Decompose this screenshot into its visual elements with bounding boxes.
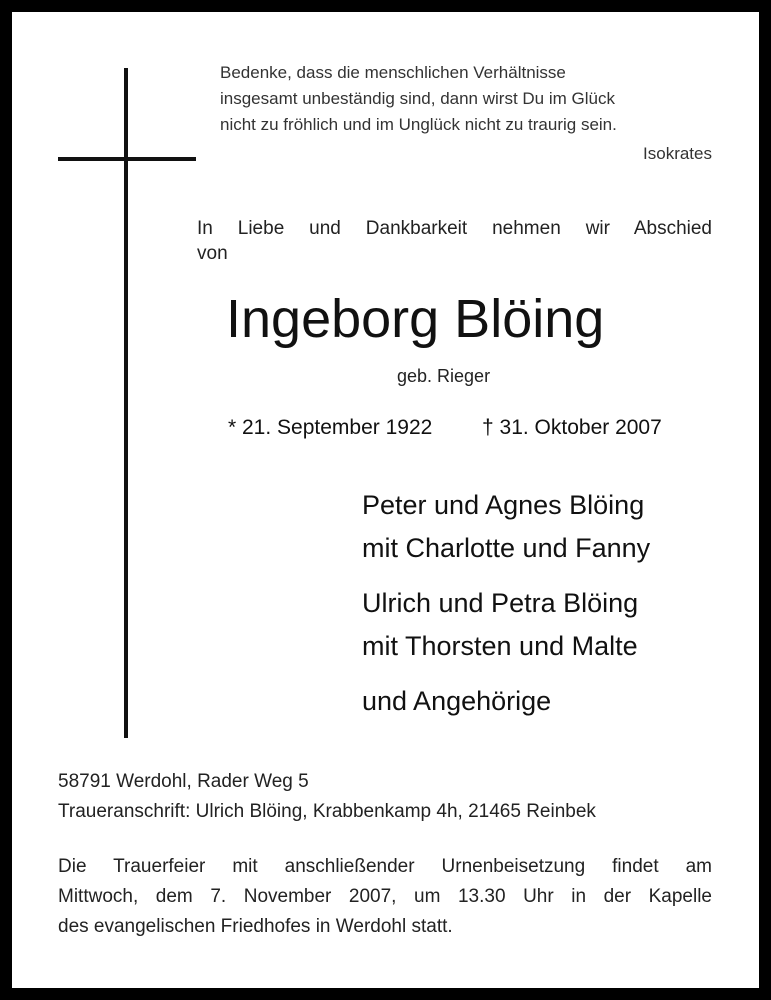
ceremony-line: des evangelischen Friedhofes in Werdohl statt.: [58, 916, 453, 937]
home-address: 58791 Werdohl, Rader Weg 5: [58, 771, 309, 792]
birth-date: * 21. September 1922: [228, 416, 433, 439]
intro-text: In Liebe und Dankbarkeit nehmen wir Abschied: [197, 218, 712, 239]
mourning-address: Traueranschrift: Ulrich Blöing, Krabbenkamp 4h, 21465 Reinbek: [58, 801, 596, 822]
quote-author: Isokrates: [643, 144, 712, 163]
ceremony-line: Die Trauerfeier mit anschließender Urnenbeisetzung findet am: [58, 856, 712, 877]
ceremony-text: [58, 852, 712, 942]
quote-line: Bedenke, dass die menschlichen Verhältnisse: [220, 63, 566, 82]
family-line: mit Thorsten und Malte: [362, 631, 638, 661]
family-line: Ulrich und Petra Blöing: [362, 588, 639, 618]
family-line: mit Charlotte und Fanny: [362, 533, 651, 563]
family-line: und Angehörige: [362, 686, 552, 716]
death-date: † 31. Oktober 2007: [482, 416, 662, 439]
quote: [220, 60, 617, 138]
deceased-name: Ingeborg Blöing: [226, 289, 605, 349]
cross-icon-horizontal: [58, 157, 196, 161]
quote-line: nicht zu fröhlich und im Unglück nicht zu traurig sein.: [220, 115, 617, 134]
cross-icon-vertical: [124, 68, 128, 738]
intro-text-von: von: [197, 243, 228, 264]
maiden-name: geb. Rieger: [397, 366, 491, 386]
ceremony-line: Mittwoch, dem 7. November 2007, um 13.30 Uhr in der Kapelle: [58, 886, 712, 907]
quote-line: insgesamt unbeständig sind, dann wirst Du im Glück: [220, 89, 615, 108]
family-line: Peter und Agnes Blöing: [362, 490, 645, 520]
